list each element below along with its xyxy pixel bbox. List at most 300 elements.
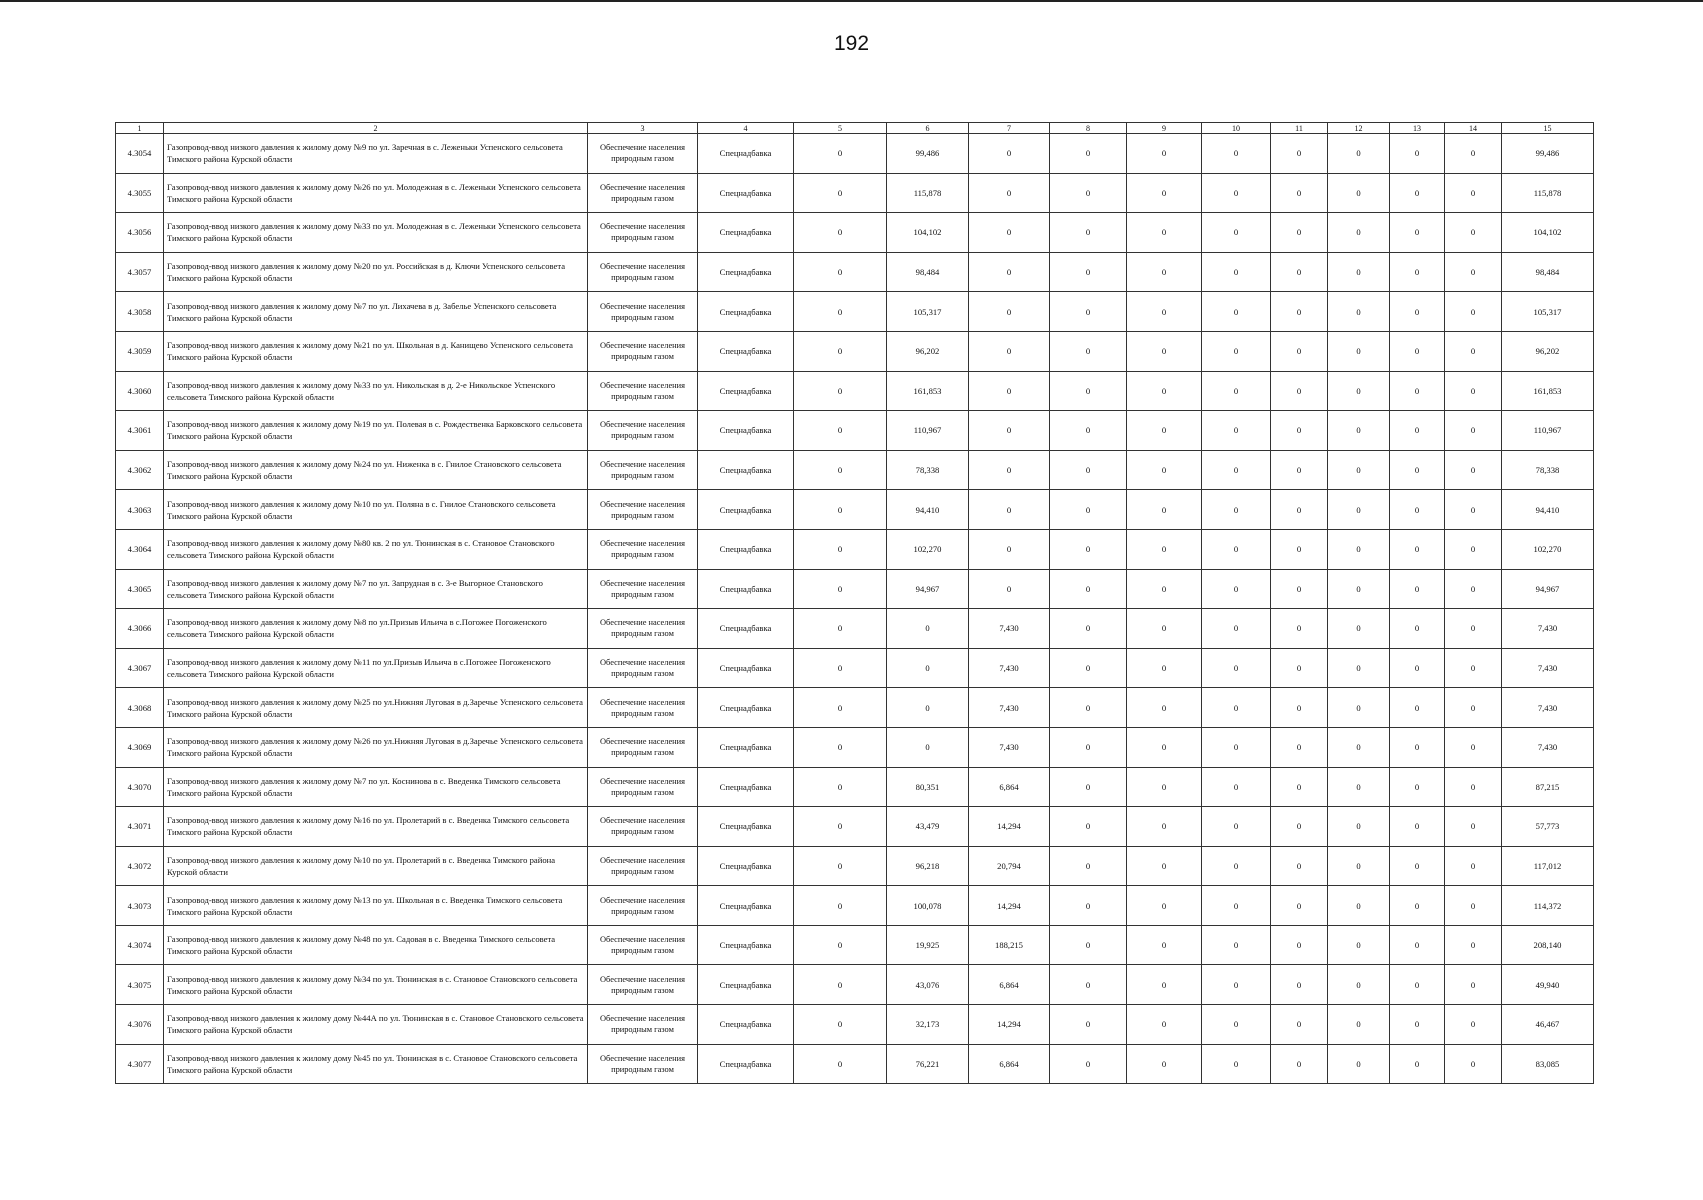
- cell-col-14: 0: [1445, 1044, 1502, 1084]
- cell-object-description: Газопровод-ввод низкого давления к жилому дому №80 кв. 2 по ул. Тюнинская в с. Становое Становского сельсовета Тимского района Курской области: [164, 529, 588, 569]
- cell-col-9: 0: [1127, 450, 1202, 490]
- cell-col-6: 78,338: [887, 450, 969, 490]
- cell-col-10: 0: [1202, 292, 1271, 332]
- cell-col-14: 0: [1445, 1005, 1502, 1045]
- cell-col-10: 0: [1202, 767, 1271, 807]
- cell-col-11: 0: [1271, 292, 1328, 332]
- table-row: [116, 886, 1594, 926]
- cell-col-13: 0: [1390, 846, 1445, 886]
- cell-col-7: 0: [969, 371, 1050, 411]
- cell-col-14: 0: [1445, 648, 1502, 688]
- cell-funding-source: Спецнадбавка: [698, 648, 794, 688]
- table-row: [116, 767, 1594, 807]
- cell-col-14: 0: [1445, 846, 1502, 886]
- cell-col-6: 102,270: [887, 529, 969, 569]
- cell-col-12: 0: [1328, 925, 1390, 965]
- table-row: [116, 529, 1594, 569]
- cell-col-8: 0: [1050, 490, 1127, 530]
- cell-col-5: 0: [794, 648, 887, 688]
- cell-col-6: 115,878: [887, 173, 969, 213]
- cell-col-6: 19,925: [887, 925, 969, 965]
- cell-object-description: Газопровод-ввод низкого давления к жилому дому №33 по ул. Никольская в д. 2-е Никольское Успенского сельсовета Тимского района Курской области: [164, 371, 588, 411]
- cell-col-9: 0: [1127, 134, 1202, 174]
- cell-col-7: 0: [969, 173, 1050, 213]
- cell-row-number: 4.3074: [116, 925, 164, 965]
- table-row: [116, 292, 1594, 332]
- cell-col-14: 0: [1445, 886, 1502, 926]
- cell-col-14: 0: [1445, 173, 1502, 213]
- cell-col-7: 0: [969, 490, 1050, 530]
- cell-object-description: Газопровод-ввод низкого давления к жилому дому №20 по ул. Российская в д. Ключи Успенского сельсовета Тимского района Курской области: [164, 252, 588, 292]
- cell-total: 96,202: [1502, 331, 1594, 371]
- cell-total: 7,430: [1502, 609, 1594, 649]
- cell-purpose: Обеспечение населения природным газом: [588, 965, 698, 1005]
- cell-col-6: 96,218: [887, 846, 969, 886]
- cell-col-8: 0: [1050, 648, 1127, 688]
- cell-col-12: 0: [1328, 1005, 1390, 1045]
- table-row: [116, 134, 1594, 174]
- table-row: [116, 925, 1594, 965]
- cell-col-6: 104,102: [887, 213, 969, 253]
- cell-total: 46,467: [1502, 1005, 1594, 1045]
- cell-col-8: 0: [1050, 846, 1127, 886]
- cell-col-14: 0: [1445, 727, 1502, 767]
- cell-col-13: 0: [1390, 886, 1445, 926]
- cell-col-7: 0: [969, 569, 1050, 609]
- cell-col-5: 0: [794, 807, 887, 847]
- cell-col-6: 80,351: [887, 767, 969, 807]
- cell-purpose: Обеспечение населения природным газом: [588, 886, 698, 926]
- cell-col-6: 43,076: [887, 965, 969, 1005]
- cell-col-11: 0: [1271, 1044, 1328, 1084]
- cell-total: 98,484: [1502, 252, 1594, 292]
- cell-col-5: 0: [794, 569, 887, 609]
- cell-col-8: 0: [1050, 134, 1127, 174]
- cell-col-11: 0: [1271, 609, 1328, 649]
- cell-col-7: 188,215: [969, 925, 1050, 965]
- cell-funding-source: Спецнадбавка: [698, 767, 794, 807]
- column-header-8: 8: [1050, 123, 1127, 134]
- cell-col-9: 0: [1127, 292, 1202, 332]
- cell-col-5: 0: [794, 886, 887, 926]
- cell-col-6: 76,221: [887, 1044, 969, 1084]
- cell-object-description: Газопровод-ввод низкого давления к жилому дому №16 по ул. Пролетарий в с. Введенка Тимского сельсовета Тимского района Курской области: [164, 807, 588, 847]
- table-row: [116, 371, 1594, 411]
- cell-col-10: 0: [1202, 411, 1271, 451]
- cell-col-13: 0: [1390, 252, 1445, 292]
- cell-col-11: 0: [1271, 134, 1328, 174]
- cell-col-7: 14,294: [969, 1005, 1050, 1045]
- cell-col-8: 0: [1050, 529, 1127, 569]
- cell-row-number: 4.3070: [116, 767, 164, 807]
- cell-funding-source: Спецнадбавка: [698, 886, 794, 926]
- cell-col-9: 0: [1127, 727, 1202, 767]
- cell-row-number: 4.3061: [116, 411, 164, 451]
- cell-col-7: 6,864: [969, 1044, 1050, 1084]
- table-row: [116, 807, 1594, 847]
- cell-col-13: 0: [1390, 609, 1445, 649]
- cell-col-9: 0: [1127, 846, 1202, 886]
- cell-object-description: Газопровод-ввод низкого давления к жилому дому №34 по ул. Тюнинская в с. Становое Становского сельсовета Тимского района Курской области: [164, 965, 588, 1005]
- cell-col-6: 99,486: [887, 134, 969, 174]
- cell-col-13: 0: [1390, 292, 1445, 332]
- column-header-3: 3: [588, 123, 698, 134]
- cell-total: 161,853: [1502, 371, 1594, 411]
- cell-total: 7,430: [1502, 688, 1594, 728]
- cell-funding-source: Спецнадбавка: [698, 569, 794, 609]
- cell-purpose: Обеспечение населения природным газом: [588, 846, 698, 886]
- cell-col-5: 0: [794, 1044, 887, 1084]
- cell-col-5: 0: [794, 965, 887, 1005]
- table-row: [116, 1005, 1594, 1045]
- cell-col-10: 0: [1202, 490, 1271, 530]
- cell-total: 7,430: [1502, 727, 1594, 767]
- cell-col-12: 0: [1328, 727, 1390, 767]
- table-row: [116, 252, 1594, 292]
- cell-purpose: Обеспечение населения природным газом: [588, 411, 698, 451]
- cell-col-10: 0: [1202, 371, 1271, 411]
- cell-col-11: 0: [1271, 529, 1328, 569]
- cell-col-5: 0: [794, 173, 887, 213]
- cell-col-10: 0: [1202, 331, 1271, 371]
- cell-row-number: 4.3059: [116, 331, 164, 371]
- cell-total: 57,773: [1502, 807, 1594, 847]
- table-row: [116, 490, 1594, 530]
- cell-col-8: 0: [1050, 371, 1127, 411]
- column-header-4: 4: [698, 123, 794, 134]
- cell-col-14: 0: [1445, 925, 1502, 965]
- cell-col-13: 0: [1390, 173, 1445, 213]
- table-body: [116, 134, 1594, 1084]
- cell-total: 114,372: [1502, 886, 1594, 926]
- cell-row-number: 4.3072: [116, 846, 164, 886]
- cell-col-8: 0: [1050, 886, 1127, 926]
- cell-col-8: 0: [1050, 1044, 1127, 1084]
- cell-col-14: 0: [1445, 331, 1502, 371]
- cell-col-11: 0: [1271, 727, 1328, 767]
- cell-col-6: 0: [887, 688, 969, 728]
- cell-col-10: 0: [1202, 529, 1271, 569]
- cell-col-6: 161,853: [887, 371, 969, 411]
- cell-col-6: 94,410: [887, 490, 969, 530]
- cell-col-10: 0: [1202, 1005, 1271, 1045]
- cell-col-5: 0: [794, 529, 887, 569]
- cell-total: 94,967: [1502, 569, 1594, 609]
- cell-row-number: 4.3060: [116, 371, 164, 411]
- cell-col-6: 110,967: [887, 411, 969, 451]
- cell-col-5: 0: [794, 925, 887, 965]
- cell-col-14: 0: [1445, 371, 1502, 411]
- cell-col-14: 0: [1445, 767, 1502, 807]
- cell-col-5: 0: [794, 490, 887, 530]
- cell-col-11: 0: [1271, 450, 1328, 490]
- cell-object-description: Газопровод-ввод низкого давления к жилому дому №26 по ул. Молодежная в с. Леженьки Успенского сельсовета Тимского района Курской области: [164, 173, 588, 213]
- cell-col-14: 0: [1445, 609, 1502, 649]
- table-row: [116, 331, 1594, 371]
- cell-col-14: 0: [1445, 252, 1502, 292]
- cell-col-9: 0: [1127, 925, 1202, 965]
- cell-col-9: 0: [1127, 886, 1202, 926]
- cell-col-14: 0: [1445, 490, 1502, 530]
- cell-col-14: 0: [1445, 213, 1502, 253]
- cell-col-6: 43,479: [887, 807, 969, 847]
- cell-col-12: 0: [1328, 371, 1390, 411]
- cell-col-10: 0: [1202, 173, 1271, 213]
- column-header-11: 11: [1271, 123, 1328, 134]
- cell-funding-source: Спецнадбавка: [698, 688, 794, 728]
- cell-col-7: 7,430: [969, 688, 1050, 728]
- cell-total: 87,215: [1502, 767, 1594, 807]
- cell-col-14: 0: [1445, 569, 1502, 609]
- cell-col-5: 0: [794, 213, 887, 253]
- cell-col-5: 0: [794, 411, 887, 451]
- cell-col-9: 0: [1127, 1044, 1202, 1084]
- cell-col-5: 0: [794, 727, 887, 767]
- cell-col-13: 0: [1390, 569, 1445, 609]
- cell-object-description: Газопровод-ввод низкого давления к жилому дому №24 по ул. Ниженка в с. Гнилое Становского сельсовета Тимского района Курской области: [164, 450, 588, 490]
- column-header-2: 2: [164, 123, 588, 134]
- table-row: [116, 411, 1594, 451]
- cell-col-9: 0: [1127, 529, 1202, 569]
- cell-col-7: 7,430: [969, 727, 1050, 767]
- cell-col-12: 0: [1328, 886, 1390, 926]
- cell-col-11: 0: [1271, 807, 1328, 847]
- cell-col-5: 0: [794, 252, 887, 292]
- cell-total: 99,486: [1502, 134, 1594, 174]
- page-number: 192: [833, 32, 870, 55]
- cell-col-9: 0: [1127, 371, 1202, 411]
- cell-row-number: 4.3054: [116, 134, 164, 174]
- cell-col-6: 105,317: [887, 292, 969, 332]
- cell-funding-source: Спецнадбавка: [698, 252, 794, 292]
- cell-col-10: 0: [1202, 609, 1271, 649]
- cell-col-13: 0: [1390, 411, 1445, 451]
- cell-funding-source: Спецнадбавка: [698, 134, 794, 174]
- cell-object-description: Газопровод-ввод низкого давления к жилому дому №11 по ул.Призыв Ильича в с.Погожее Погоженского сельсовета Тимского района Курской области: [164, 648, 588, 688]
- cell-col-6: 94,967: [887, 569, 969, 609]
- cell-col-8: 0: [1050, 1005, 1127, 1045]
- cell-col-11: 0: [1271, 411, 1328, 451]
- cell-col-12: 0: [1328, 846, 1390, 886]
- cell-col-10: 0: [1202, 450, 1271, 490]
- cell-purpose: Обеспечение населения природным газом: [588, 609, 698, 649]
- cell-col-8: 0: [1050, 252, 1127, 292]
- cell-purpose: Обеспечение населения природным газом: [588, 331, 698, 371]
- cell-col-6: 96,202: [887, 331, 969, 371]
- cell-row-number: 4.3058: [116, 292, 164, 332]
- cell-col-5: 0: [794, 450, 887, 490]
- cell-col-7: 0: [969, 411, 1050, 451]
- cell-object-description: Газопровод-ввод низкого давления к жилому дому №45 по ул. Тюнинская в с. Становое Становского сельсовета Тимского района Курской области: [164, 1044, 588, 1084]
- cell-funding-source: Спецнадбавка: [698, 727, 794, 767]
- cell-col-9: 0: [1127, 411, 1202, 451]
- cell-col-5: 0: [794, 767, 887, 807]
- cell-col-10: 0: [1202, 727, 1271, 767]
- cell-col-8: 0: [1050, 569, 1127, 609]
- cell-col-11: 0: [1271, 965, 1328, 1005]
- cell-funding-source: Спецнадбавка: [698, 213, 794, 253]
- cell-col-11: 0: [1271, 925, 1328, 965]
- cell-col-14: 0: [1445, 688, 1502, 728]
- cell-row-number: 4.3067: [116, 648, 164, 688]
- cell-object-description: Газопровод-ввод низкого давления к жилому дому №7 по ул. Лихачева в д. Забелье Успенского сельсовета Тимского района Курской области: [164, 292, 588, 332]
- cell-col-14: 0: [1445, 450, 1502, 490]
- cell-col-6: 32,173: [887, 1005, 969, 1045]
- column-header-1: 1: [116, 123, 164, 134]
- cell-col-12: 0: [1328, 807, 1390, 847]
- cell-col-10: 0: [1202, 569, 1271, 609]
- cell-col-10: 0: [1202, 213, 1271, 253]
- cell-purpose: Обеспечение населения природным газом: [588, 1044, 698, 1084]
- cell-col-11: 0: [1271, 331, 1328, 371]
- cell-col-13: 0: [1390, 925, 1445, 965]
- cell-col-13: 0: [1390, 727, 1445, 767]
- cell-col-8: 0: [1050, 767, 1127, 807]
- cell-object-description: Газопровод-ввод низкого давления к жилому дому №33 по ул. Молодежная в с. Леженьки Успенского сельсовета Тимского района Курской области: [164, 213, 588, 253]
- cell-col-12: 0: [1328, 134, 1390, 174]
- table-row: [116, 450, 1594, 490]
- cell-col-11: 0: [1271, 846, 1328, 886]
- cell-col-5: 0: [794, 688, 887, 728]
- cell-row-number: 4.3069: [116, 727, 164, 767]
- cell-col-10: 0: [1202, 648, 1271, 688]
- cell-row-number: 4.3057: [116, 252, 164, 292]
- cell-col-13: 0: [1390, 965, 1445, 1005]
- cell-col-13: 0: [1390, 767, 1445, 807]
- cell-col-9: 0: [1127, 609, 1202, 649]
- cell-total: 117,012: [1502, 846, 1594, 886]
- cell-col-7: 0: [969, 213, 1050, 253]
- cell-col-11: 0: [1271, 886, 1328, 926]
- cell-col-10: 0: [1202, 688, 1271, 728]
- cell-col-8: 0: [1050, 965, 1127, 1005]
- cell-col-12: 0: [1328, 252, 1390, 292]
- cell-object-description: Газопровод-ввод низкого давления к жилому дому №8 по ул.Призыв Ильича в с.Погожее Погоженского сельсовета Тимского района Курской области: [164, 609, 588, 649]
- cell-col-8: 0: [1050, 807, 1127, 847]
- cell-col-8: 0: [1050, 450, 1127, 490]
- cell-object-description: Газопровод-ввод низкого давления к жилому дому №21 по ул. Школьная в д. Канищево Успенского сельсовета Тимского района Курской области: [164, 331, 588, 371]
- cell-total: 105,317: [1502, 292, 1594, 332]
- column-header-15: 15: [1502, 123, 1594, 134]
- cell-total: 83,085: [1502, 1044, 1594, 1084]
- cell-col-10: 0: [1202, 252, 1271, 292]
- table-row: [116, 569, 1594, 609]
- cell-col-7: 0: [969, 292, 1050, 332]
- cell-row-number: 4.3066: [116, 609, 164, 649]
- cell-col-11: 0: [1271, 767, 1328, 807]
- cell-row-number: 4.3063: [116, 490, 164, 530]
- cell-col-5: 0: [794, 292, 887, 332]
- cell-row-number: 4.3055: [116, 173, 164, 213]
- cell-col-12: 0: [1328, 609, 1390, 649]
- cell-purpose: Обеспечение населения природным газом: [588, 529, 698, 569]
- cell-col-11: 0: [1271, 173, 1328, 213]
- cell-col-9: 0: [1127, 490, 1202, 530]
- cell-funding-source: Спецнадбавка: [698, 1044, 794, 1084]
- cell-object-description: Газопровод-ввод низкого давления к жилому дому №19 по ул. Полевая в с. Рождественка Барковского сельсовета Тимского района Курской области: [164, 411, 588, 451]
- top-border-line: [0, 0, 1703, 2]
- cell-col-10: 0: [1202, 807, 1271, 847]
- cell-col-12: 0: [1328, 648, 1390, 688]
- cell-purpose: Обеспечение населения природным газом: [588, 569, 698, 609]
- cell-col-7: 14,294: [969, 807, 1050, 847]
- cell-col-14: 0: [1445, 965, 1502, 1005]
- cell-col-12: 0: [1328, 688, 1390, 728]
- cell-col-7: 20,794: [969, 846, 1050, 886]
- cell-row-number: 4.3076: [116, 1005, 164, 1045]
- table-row: [116, 846, 1594, 886]
- cell-col-12: 0: [1328, 411, 1390, 451]
- cell-col-7: 0: [969, 252, 1050, 292]
- cell-col-9: 0: [1127, 807, 1202, 847]
- table-header-row: [116, 123, 1594, 134]
- cell-col-7: 0: [969, 134, 1050, 174]
- column-header-7: 7: [969, 123, 1050, 134]
- cell-col-12: 0: [1328, 965, 1390, 1005]
- cell-total: 49,940: [1502, 965, 1594, 1005]
- cell-col-9: 0: [1127, 648, 1202, 688]
- cell-col-9: 0: [1127, 569, 1202, 609]
- cell-col-7: 14,294: [969, 886, 1050, 926]
- cell-total: 208,140: [1502, 925, 1594, 965]
- cell-col-14: 0: [1445, 134, 1502, 174]
- cell-col-12: 0: [1328, 529, 1390, 569]
- cell-col-12: 0: [1328, 292, 1390, 332]
- cell-funding-source: Спецнадбавка: [698, 292, 794, 332]
- cell-col-9: 0: [1127, 252, 1202, 292]
- cell-col-8: 0: [1050, 925, 1127, 965]
- cell-col-9: 0: [1127, 767, 1202, 807]
- cell-funding-source: Спецнадбавка: [698, 411, 794, 451]
- cell-purpose: Обеспечение населения природным газом: [588, 648, 698, 688]
- cell-col-13: 0: [1390, 371, 1445, 411]
- cell-row-number: 4.3073: [116, 886, 164, 926]
- cell-funding-source: Спецнадбавка: [698, 1005, 794, 1045]
- cell-row-number: 4.3064: [116, 529, 164, 569]
- cell-col-13: 0: [1390, 1005, 1445, 1045]
- cell-col-8: 0: [1050, 411, 1127, 451]
- cell-col-12: 0: [1328, 1044, 1390, 1084]
- cell-col-11: 0: [1271, 252, 1328, 292]
- cell-col-10: 0: [1202, 965, 1271, 1005]
- cell-col-14: 0: [1445, 411, 1502, 451]
- cell-col-8: 0: [1050, 331, 1127, 371]
- cell-purpose: Обеспечение населения природным газом: [588, 213, 698, 253]
- cell-object-description: Газопровод-ввод низкого давления к жилому дому №25 по ул.Нижняя Луговая в д.Заречье Успенского сельсовета Тимского района Курской области: [164, 688, 588, 728]
- cell-col-6: 0: [887, 648, 969, 688]
- cell-object-description: Газопровод-ввод низкого давления к жилому дому №10 по ул. Поляна в с. Гнилое Становского сельсовета Тимского района Курской области: [164, 490, 588, 530]
- cell-col-13: 0: [1390, 807, 1445, 847]
- cell-col-13: 0: [1390, 648, 1445, 688]
- cell-col-5: 0: [794, 846, 887, 886]
- cell-col-13: 0: [1390, 450, 1445, 490]
- cell-funding-source: Спецнадбавка: [698, 173, 794, 213]
- cell-col-12: 0: [1328, 569, 1390, 609]
- cell-col-13: 0: [1390, 490, 1445, 530]
- cell-total: 110,967: [1502, 411, 1594, 451]
- cell-row-number: 4.3068: [116, 688, 164, 728]
- cell-col-13: 0: [1390, 213, 1445, 253]
- cell-row-number: 4.3075: [116, 965, 164, 1005]
- column-header-6: 6: [887, 123, 969, 134]
- cell-row-number: 4.3062: [116, 450, 164, 490]
- cell-col-7: 6,864: [969, 767, 1050, 807]
- cell-purpose: Обеспечение населения природным газом: [588, 767, 698, 807]
- cell-col-10: 0: [1202, 134, 1271, 174]
- cell-purpose: Обеспечение населения природным газом: [588, 252, 698, 292]
- cell-col-6: 100,078: [887, 886, 969, 926]
- cell-object-description: Газопровод-ввод низкого давления к жилому дому №13 по ул. Школьная в с. Введенка Тимского сельсовета Тимского района Курской области: [164, 886, 588, 926]
